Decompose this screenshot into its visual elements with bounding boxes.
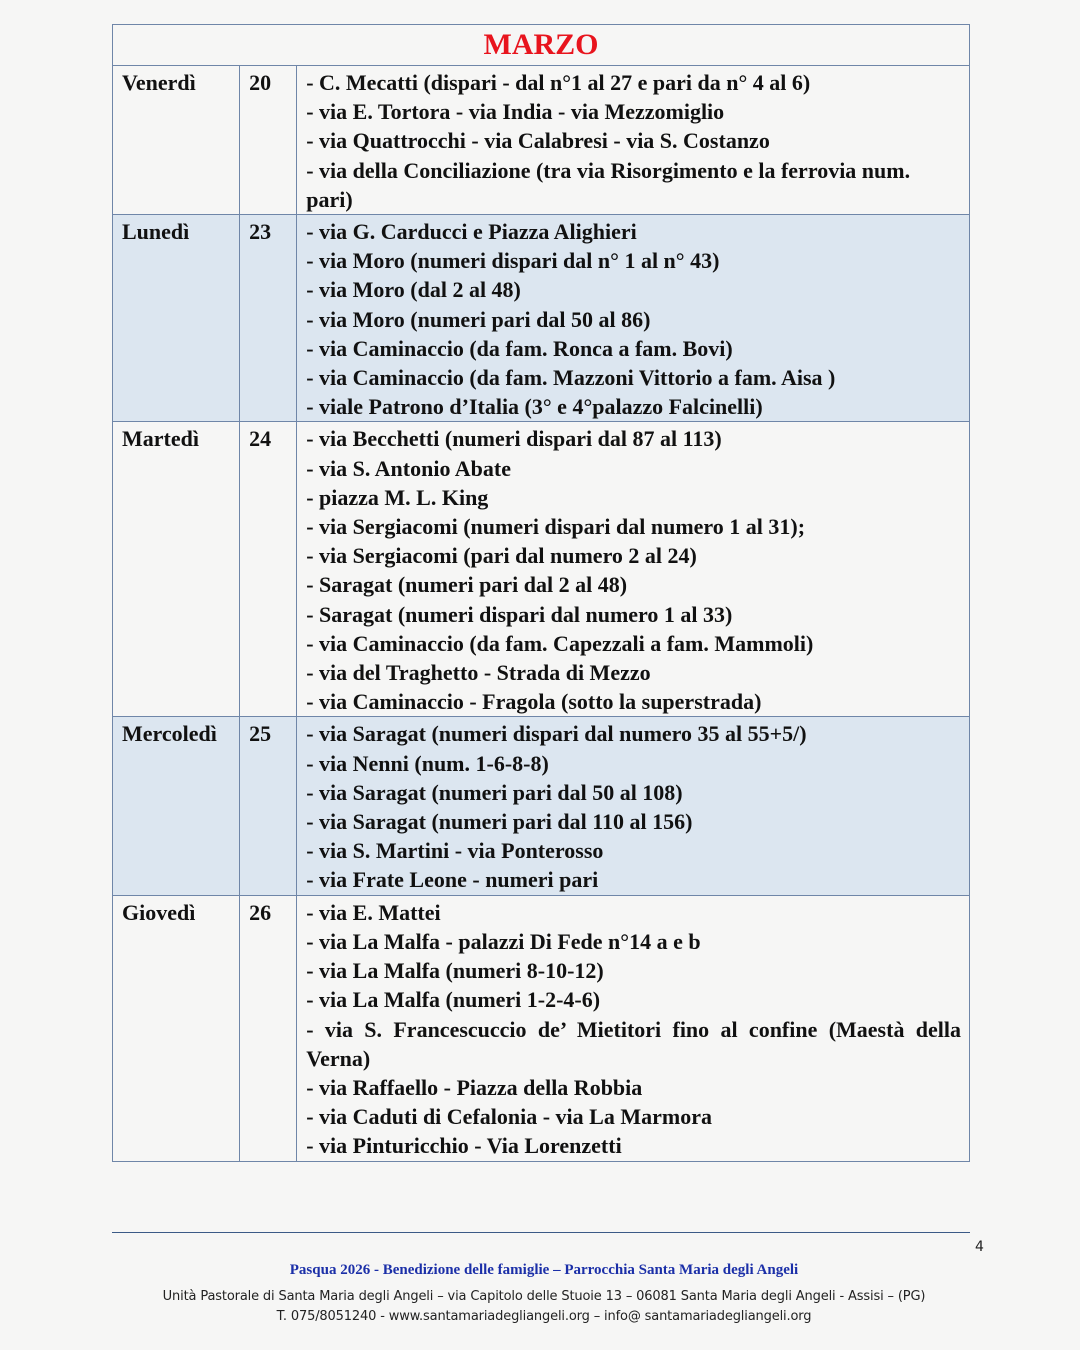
footer-divider bbox=[112, 1232, 970, 1233]
street-item: - via Quattrocchi - via Calabresi - via S. Costanzo bbox=[306, 128, 770, 154]
street-item: - via della Conciliazione (tra via Risorgimento e la ferrovia num. pari) bbox=[306, 157, 911, 212]
street-item: - via Caminaccio (da fam. Ronca a fam. Bovi) bbox=[306, 335, 733, 361]
street-item: - via Caduti di Cefalonia - via La Marmora bbox=[306, 1104, 712, 1130]
street-item: - via Saragat (numeri pari dal 50 al 108) bbox=[306, 779, 683, 805]
street-item: - via Caminaccio (da fam. Mazzoni Vittorio a fam. Aisa ) bbox=[306, 365, 836, 391]
footer-address: Unità Pastorale di Santa Maria degli Angeli – via Capitolo delle Stuoie 13 – 06081 Santa Maria degli Angeli - Assisi – (PG) bbox=[162, 1289, 926, 1304]
day-name: Lunedì bbox=[113, 215, 240, 422]
day-number: 24 bbox=[240, 422, 297, 717]
street-item: - via Nenni (num. 1-6-8-8) bbox=[306, 750, 549, 776]
day-number: 26 bbox=[240, 895, 297, 1161]
day-name: Mercoledì bbox=[113, 717, 240, 895]
schedule-table bbox=[112, 24, 970, 1162]
street-item: - via Caminaccio (da fam. Capezzali a fam. Mammoli) bbox=[306, 630, 814, 656]
street-item: - via del Traghetto - Strada di Mezzo bbox=[306, 660, 651, 686]
street-item: - via La Malfa (numeri 1-2-4-6) bbox=[306, 987, 601, 1013]
schedule-row bbox=[113, 66, 970, 215]
street-item: - via Saragat (numeri pari dal 110 al 156) bbox=[306, 809, 693, 835]
street-item: - via Moro (dal 2 al 48) bbox=[306, 277, 521, 303]
street-item: - via E. Tortora - via India - via Mezzomiglio bbox=[306, 99, 725, 125]
day-name: Giovedì bbox=[113, 895, 240, 1161]
street-item: - via Saragat (numeri dispari dal numero 35 al 55+5/) bbox=[306, 721, 807, 747]
schedule-row bbox=[113, 215, 970, 422]
street-item: - via S. Francescuccio de’ Mietitori fino al confine (Maestà della Verna) bbox=[306, 1016, 961, 1071]
street-item: - viale Patrono d’Italia (3° e 4°palazzo Falcinelli) bbox=[306, 394, 763, 420]
street-item: - via Caminaccio - Fragola (sotto la superstrada) bbox=[306, 689, 762, 715]
schedule-row bbox=[113, 422, 970, 717]
day-number: 25 bbox=[240, 717, 297, 895]
street-item: - via Moro (numeri dispari dal n° 1 al n° 43) bbox=[306, 248, 720, 274]
street-item: - Saragat (numeri dispari dal numero 1 al 33) bbox=[306, 601, 733, 627]
day-name: Martedì bbox=[113, 422, 240, 717]
street-item: - via Pinturicchio - Via Lorenzetti bbox=[306, 1133, 622, 1159]
schedule-row bbox=[113, 717, 970, 895]
street-item: - via Sergiacomi (pari dal numero 2 al 24) bbox=[306, 543, 697, 569]
day-number: 20 bbox=[240, 66, 297, 215]
streets-list bbox=[297, 895, 970, 1161]
footer-contacts: T. 075/8051240 - www.santamariadegliangeli.org – info@ santamariadegliangeli.org bbox=[276, 1309, 812, 1324]
street-item: - via Moro (numeri pari dal 50 al 86) bbox=[306, 306, 651, 332]
street-item: - via S. Martini - via Ponterosso bbox=[306, 838, 604, 864]
street-item: - via La Malfa - palazzi Di Fede n°14 a e b bbox=[306, 928, 701, 954]
street-item: - via E. Mattei bbox=[306, 899, 441, 925]
streets-list bbox=[297, 717, 970, 895]
streets-list bbox=[297, 422, 970, 717]
street-item: - C. Mecatti (dispari - dal n°1 al 27 e pari da n° 4 al 6) bbox=[306, 70, 811, 95]
street-item: - via La Malfa (numeri 8-10-12) bbox=[306, 958, 604, 984]
street-item: - Saragat (numeri pari dal 2 al 48) bbox=[306, 572, 628, 598]
streets-list bbox=[297, 66, 970, 215]
day-name: Venerdì bbox=[113, 66, 240, 215]
street-item: - via Sergiacomi (numeri dispari dal numero 1 al 31); bbox=[306, 514, 806, 540]
street-item: - via Frate Leone - numeri pari bbox=[306, 867, 599, 893]
day-number: 23 bbox=[240, 215, 297, 422]
street-item: - via G. Carducci e Piazza Alighieri bbox=[306, 219, 637, 245]
street-item: - via Raffaello - Piazza della Robbia bbox=[306, 1074, 643, 1100]
street-item: - via Becchetti (numeri dispari dal 87 al 113) bbox=[306, 426, 722, 452]
month-title: MARZO bbox=[113, 25, 970, 66]
street-item: - piazza M. L. King bbox=[306, 484, 489, 510]
street-item: - via S. Antonio Abate bbox=[306, 455, 511, 481]
page-number: 4 bbox=[975, 1239, 984, 1255]
schedule-row bbox=[113, 895, 970, 1161]
streets-list bbox=[297, 215, 970, 422]
footer-title: Pasqua 2026 - Benedizione delle famiglie – Parrocchia Santa Maria degli Angeli bbox=[289, 1262, 799, 1278]
